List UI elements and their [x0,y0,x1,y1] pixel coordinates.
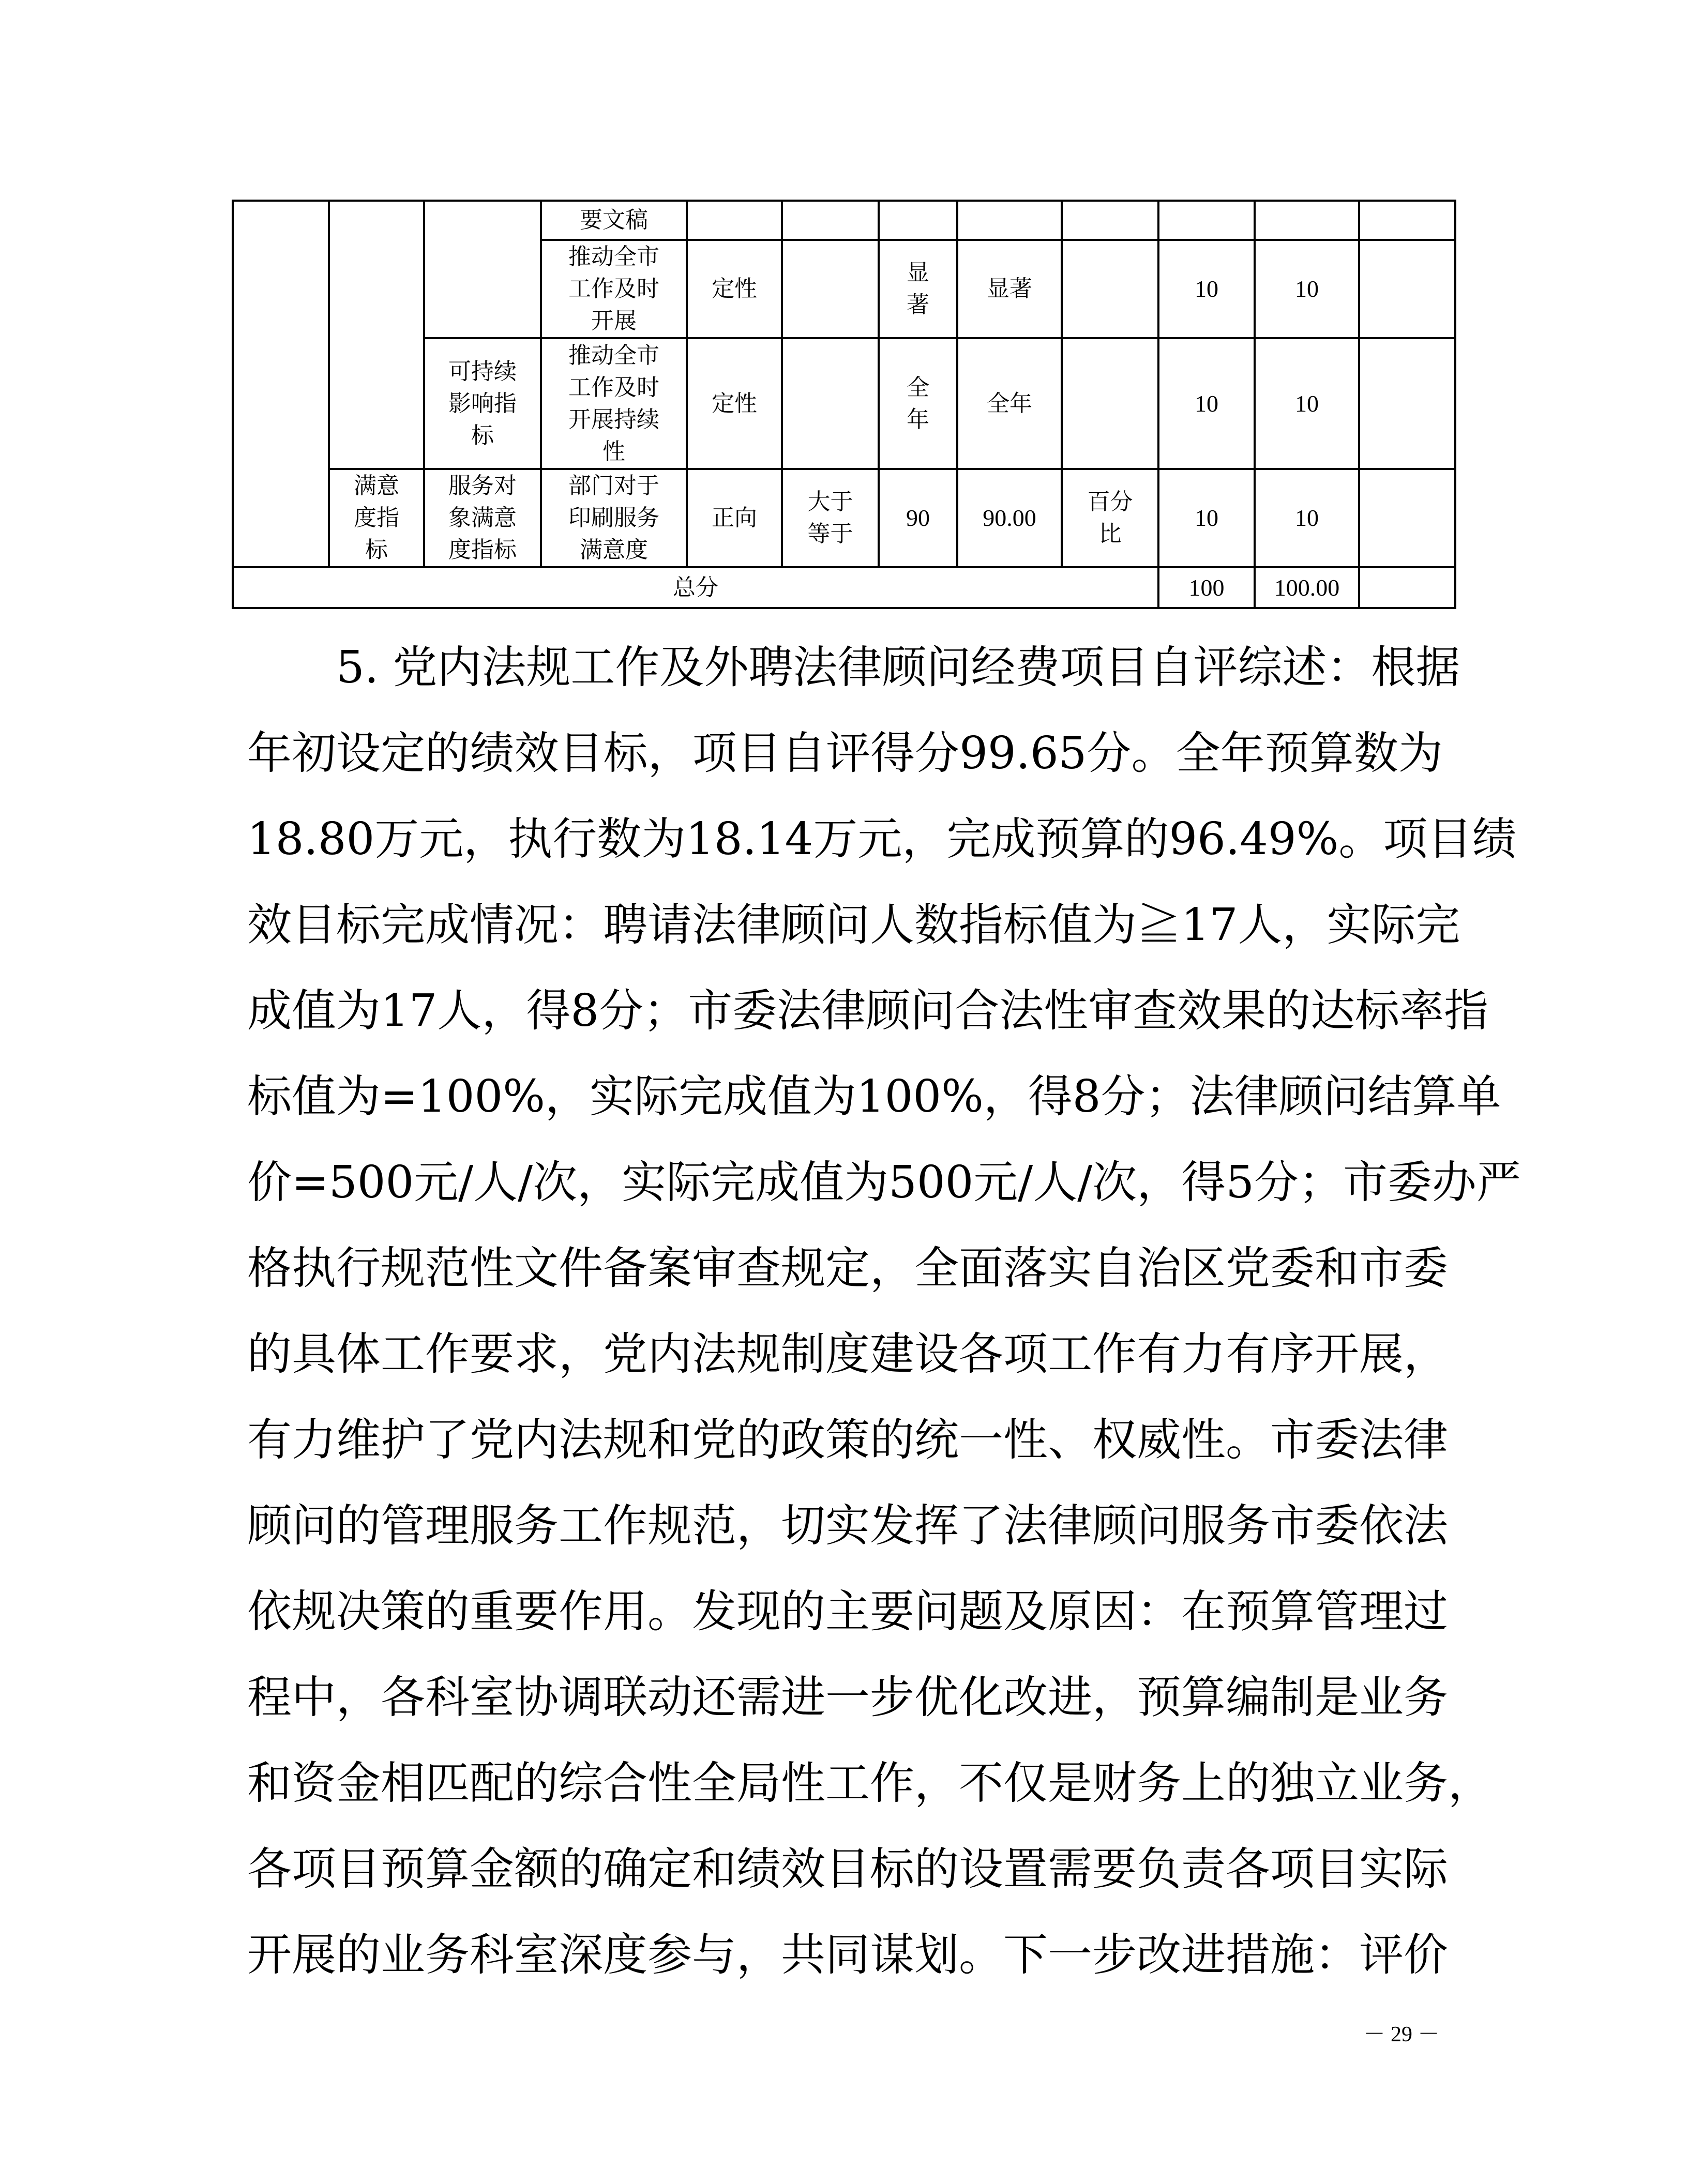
cell-type [687,240,782,338]
indicator-name-text: 推动全市工作及时开展 [568,244,659,334]
cell-indicator-name [541,469,687,567]
target-text: 90 [906,505,930,531]
weight-text: 10 [1195,505,1218,531]
cell-actual [957,338,1062,469]
page-number: － 29 － [1363,2023,1440,2046]
cell-unit [1062,469,1158,567]
cell-score [1255,201,1359,240]
cell-target [879,338,957,469]
cell-type [687,469,782,567]
cell-actual [957,469,1062,567]
paragraph-line: 18.80万元，执行数为18.14万元，完成预算的96.49%。项目绩 [247,813,1517,865]
total-label: 总分 [673,574,718,601]
cell-indicator-name [541,201,687,240]
paragraph-line: 格执行规范性文件备案审查规定，全面落实自治区党委和市委 [247,1242,1448,1294]
target-text: 显著 [907,260,929,318]
cell-operator [782,338,879,469]
cell-target [879,469,957,567]
level2-indicator-text: 满意度指标 [354,473,399,563]
cell-weight [1158,338,1255,469]
cell-weight [1158,240,1255,338]
paragraph-line: 依规决策的重要作用。发现的主要问题及原因：在预算管理过 [247,1586,1448,1637]
score-text: 10 [1295,505,1319,531]
unit-text: 百分比 [1087,489,1133,547]
cell-indicator-name [541,240,687,338]
cell-target [879,201,957,240]
table-row [233,201,1455,240]
cell-total-score [1255,567,1359,608]
table-total-row [233,567,1455,608]
paragraph-line: 效目标完成情况：聘请法律顾问人数指标值为≧17人，实际完 [247,899,1460,951]
cell-target [879,240,957,338]
cell-level2-indicator [329,469,424,567]
cell-total-weight [1158,567,1255,608]
cell-operator [782,469,879,567]
total-weight: 100 [1188,574,1225,601]
cell-remark [1359,338,1455,469]
paragraph-line: 价=500元/人/次，实际完成值为500元/人/次，得5分；市委办严 [247,1157,1521,1208]
cell-total-label [233,567,1158,608]
performance-indicator-table [232,200,1456,609]
paragraph-line: 的具体工作要求，党内法规制度建设各项工作有力有序开展， [247,1328,1448,1380]
paragraph-line: 开展的业务科室深度参与，共同谋划。下一步改进措施：评价 [247,1929,1448,1981]
actual-text: 显著 [987,276,1032,302]
operator-text: 大于等于 [807,489,853,547]
cell-weight [1158,469,1255,567]
paragraph-line: 标值为=100%，实际完成值为100%，得8分；法律顾问结算单 [247,1071,1501,1123]
self-evaluation-paragraph [247,625,1521,1998]
actual-text: 全年 [987,390,1032,417]
cell-score [1255,240,1359,338]
indicator-name-text: 要文稿 [580,207,648,233]
paragraph-line: 顾问的管理服务工作规范，切实发挥了法律顾问服务市委依法 [247,1500,1448,1552]
cell-remark [1359,469,1455,567]
cell-level3-indicator [424,201,541,338]
cell-score [1255,469,1359,567]
cell-actual [957,201,1062,240]
type-text: 正向 [712,505,757,531]
cell-actual [957,240,1062,338]
score-text: 10 [1295,276,1319,302]
paragraph-line: 5. 党内法规工作及外聘法律顾问经费项目自评综述：根据 [336,642,1460,693]
indicator-name-text: 部门对于印刷服务满意度 [568,473,659,563]
cell-remark [1359,201,1455,240]
cell-operator [782,201,879,240]
table-row [233,469,1455,567]
level3-indicator-text: 服务对象满意度指标 [448,473,517,563]
cell-weight [1158,201,1255,240]
cell-unit [1062,201,1158,240]
type-text: 定性 [712,390,757,417]
paragraph-line: 各项目预算金额的确定和绩效目标的设置需要负责各项目实际 [247,1843,1448,1895]
cell-type [687,201,782,240]
cell-type [687,338,782,469]
score-text: 10 [1295,390,1319,417]
cell-unit [1062,338,1158,469]
weight-text: 10 [1195,390,1218,417]
cell-level2-indicator [329,201,424,469]
type-text: 定性 [712,276,757,302]
total-score: 100.00 [1274,574,1340,601]
level3-indicator-text: 可持续影响指标 [448,358,517,449]
cell-score [1255,338,1359,469]
paragraph-line: 成值为17人，得8分；市委法律顾问合法性审查效果的达标率指 [247,985,1489,1037]
indicator-name-text: 推动全市工作及时开展持续性 [568,342,659,465]
cell-operator [782,240,879,338]
cell-level3-indicator [424,469,541,567]
target-text: 全年 [907,374,929,433]
paragraph-line: 年初设定的绩效目标，项目自评得分99.65分。全年预算数为 [247,727,1443,779]
paragraph-line: 有力维护了党内法规和党的政策的统一性、权威性。市委法律 [247,1414,1448,1466]
cell-total-remark [1359,567,1455,608]
paragraph-line: 和资金相匹配的综合性全局性工作，不仅是财务上的独立业务， [247,1757,1493,1809]
cell-indicator-name [541,338,687,469]
weight-text: 10 [1195,276,1218,302]
paragraph-line: 程中，各科室协调联动还需进一步优化改进，预算编制是业务 [247,1672,1448,1723]
cell-unit [1062,240,1158,338]
cell-level3-indicator [424,338,541,469]
cell-remark [1359,240,1455,338]
actual-text: 90.00 [983,505,1036,531]
cell-level1-indicator [233,201,329,567]
